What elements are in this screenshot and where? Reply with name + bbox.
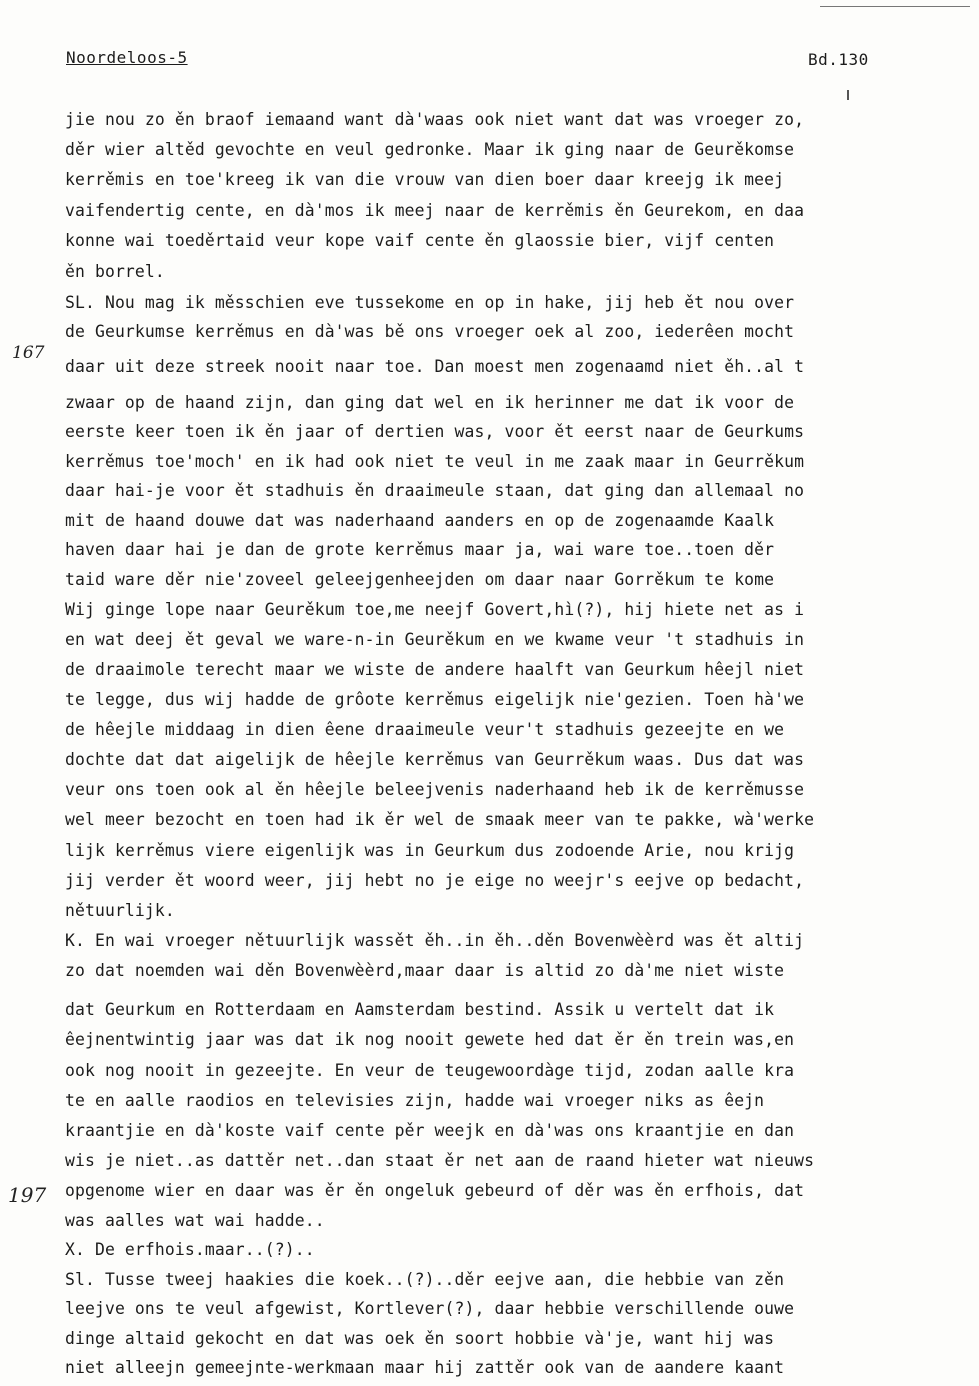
transcript-line: mit de haand douwe dat was naderhaand aanders en op de zogenaamde Kaalk (65, 511, 775, 530)
transcript-line: Wij ginge lope naar Geurěkum toe,me neejf Govert,hì(?), hij hiete net as i (65, 600, 805, 619)
transcript-line: dochte dat dat aigelijk de hêejle kerrěmus van Geurrěkum waas. Dus dat was (65, 750, 805, 769)
transcript-line: jij verder ět woord weer, jij hebt no je eige no weejr's eejve op bedacht, (65, 871, 805, 890)
document-title: Noordeloos-5 (66, 48, 188, 67)
transcript-line: dinge altaid gekocht en dat was oek ěn soort hobbie và'je, want hij was (65, 1329, 775, 1348)
transcript-line: opgenome wier en daar was ěr ěn ongeluk gebeurd of děr was ěn erfhois, dat (65, 1181, 805, 1200)
transcript-line: te legge, dus wij hadde de grôote kerrěmus eigelijk nie'gezien. Toen hà'we (65, 690, 805, 709)
transcript-line: êejnentwintig jaar was dat ik nog nooit gewete hed dat ěr ěn trein was,en (65, 1030, 795, 1049)
transcript-line: eerste keer toen ik ěn jaar of dertien was, voor ět eerst naar de Geurkums (65, 422, 805, 441)
transcript-line: X. De erfhois.maar..(?).. (65, 1240, 315, 1259)
transcript-line: děr wier altěd gevochte en veul gedronke. Maar ik ging naar de Geurěkomse (65, 140, 795, 159)
transcript-line: de Geurkumse kerrěmus en dà'was bě ons vroeger oek al zoo, iederêen mocht (65, 322, 795, 341)
transcript-line: wis je niet..as dattěr net..dan staat ěr net aan de raand hieter wat nieuws (65, 1151, 815, 1170)
transcript-line: kerrěmis en toe'kreeg ik van die vrouw van dien boer daar kreejg ik meej (65, 170, 785, 189)
transcript-line: was aalles wat wai hadde.. (65, 1211, 325, 1230)
transcript-line: ěn borrel. (65, 262, 165, 281)
transcript-line: zo dat noemden wai děn Bovenwèèrd,maar daar is altid zo dà'me niet wiste (65, 961, 785, 980)
transcript-line: niet alleejn gemeejnte-werkmaan maar hij zattěr ook van de aandere kaant (65, 1358, 785, 1377)
margin-note-167: 167 (12, 343, 45, 363)
transcript-line: de hêejle middaag in dien êene draaimeule veur't stadhuis gezeejte en we (65, 720, 785, 739)
transcript-line: dat Geurkum en Rotterdaam en Aamsterdam bestind. Assik u vertelt dat ik (65, 1000, 775, 1019)
transcript-line: daar uit deze streek nooit naar toe. Dan moest men zogenaamd niet ěh..al t (65, 357, 805, 376)
transcript-line: SL. Nou mag ik měsschien eve tussekome en op in hake, jij heb ět nou over (65, 293, 795, 312)
transcript-line: daar hai-je voor ět stadhuis ěn draaimeule staan, dat ging dan allemaal no (65, 481, 805, 500)
transcript-line: veur ons toen ook al ěn hêejle beleejvenis naderhaand heb ik de kerrěmusse (65, 780, 805, 799)
transcript-line: en wat deej ět geval we ware-n-in Geurěkum en we kwame veur 't stadhuis in (65, 630, 805, 649)
transcript-line: kraantjie en dà'koste vaif cente pěr weejk en dà'was ons kraantjie en dan (65, 1121, 795, 1140)
transcript-line: nětuurlijk. (65, 901, 175, 920)
transcript-line: de draaimole terecht maar we wiste de andere haalft van Geurkum hêejl niet (65, 660, 805, 679)
stray-mark (847, 90, 849, 100)
transcript-line: ook nog nooit in gezeejte. En veur de teugewoordàge tijd, zodan aalle kra (65, 1061, 795, 1080)
document-reference: Bd.130 (808, 50, 869, 69)
transcript-line: kerrěmus toe'moch' en ik had ook niet te veul in me zaak maar in Geurrěkum (65, 452, 805, 471)
transcript-line: konne wai toeděrtaid veur kope vaif cente ěn glaossie bier, vijf centen (65, 231, 775, 250)
transcript-line: leejve ons te veul afgewist, Kortlever(?), daar hebbie verschillende ouwe (65, 1299, 795, 1318)
transcript-line: vaifendertig cente, en dà'mos ik meej naar de kerrěmis ěn Geurekom, en daa (65, 201, 805, 220)
transcript-line: Sl. Tusse tweej haakies die koek..(?)..děr eejve aan, die hebbie van zěn (65, 1270, 785, 1289)
transcript-line: wel meer bezocht en toen had ik ěr wel de smaak meer van te pakke, wà'werke (65, 810, 815, 829)
transcript-line: zwaar op de haand zijn, dan ging dat wel en ik herinner me dat ik voor de (65, 393, 795, 412)
margin-note-197: 197 (8, 1183, 47, 1207)
transcript-line: K. En wai vroeger nětuurlijk wassět ěh..in ěh..děn Bovenwèèrd was ět altij (65, 931, 805, 950)
transcript-line: taid ware děr nie'zoveel geleejgenheejden om daar naar Gorrěkum te kome (65, 570, 775, 589)
transcript-line: jie nou zo ěn braof iemaand want dà'waas ook niet want dat was vroeger zo, (65, 110, 805, 129)
transcript-line: haven daar hai je dan de grote kerrěmus maar ja, wai ware toe..toen děr (65, 540, 775, 559)
transcript-line: lijk kerrěmus viere eigenlijk was in Geurkum dus zodoende Arie, nou krijg (65, 841, 795, 860)
transcript-line: te en aalle raodios en televisies zijn, hadde wai vroeger niks as êejn (65, 1091, 765, 1110)
scan-edge-line (820, 6, 970, 7)
